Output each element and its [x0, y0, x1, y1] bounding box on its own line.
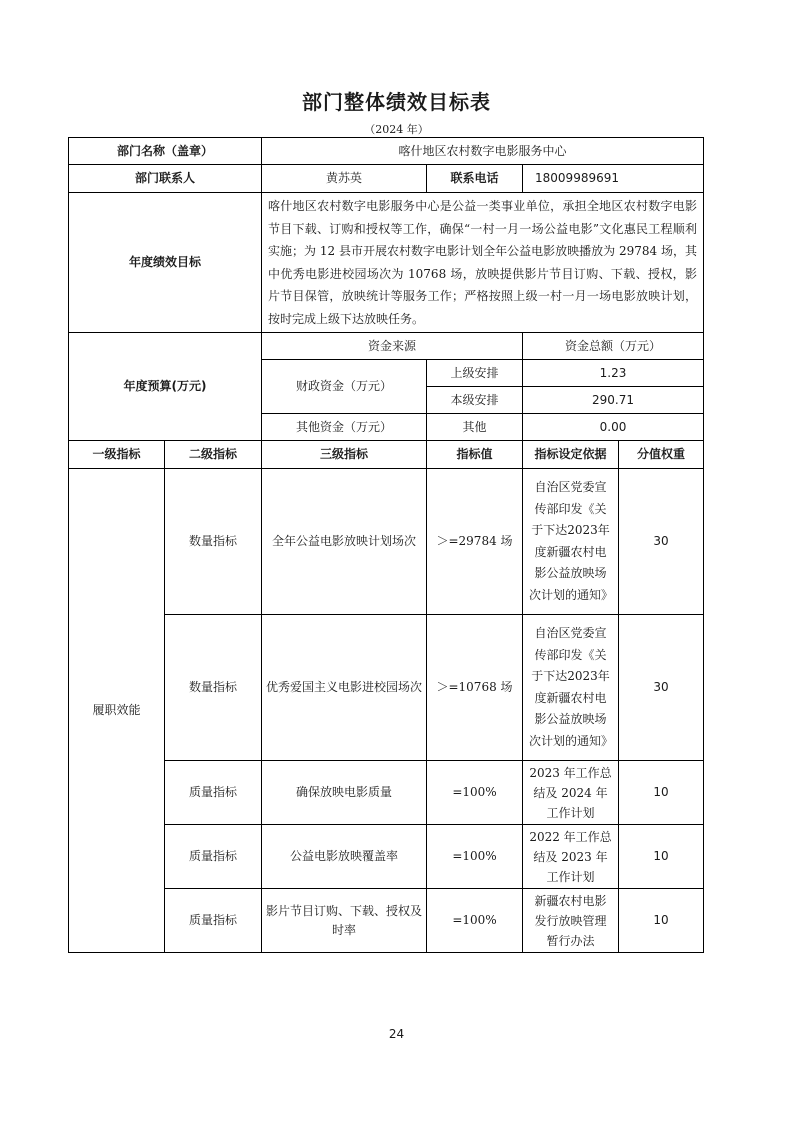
weight-cell: 30 — [619, 469, 704, 615]
basis-cell: 新疆农村电影发行放映管理暂行办法 — [523, 889, 619, 953]
contact-row — [69, 165, 704, 193]
value-header: 指标值 — [427, 441, 523, 469]
level3-cell: 影片节目订购、下载、授权及时率 — [262, 889, 427, 953]
contact-label: 部门联系人 — [69, 165, 262, 193]
level2-header: 二级指标 — [165, 441, 262, 469]
level3-cell: 优秀爱国主义电影进校园场次 — [262, 615, 427, 761]
local-allocation-value: 290.71 — [523, 387, 704, 414]
basis-header: 指标设定依据 — [523, 441, 619, 469]
local-allocation-label: 本级安排 — [427, 387, 523, 414]
phone-value: 18009989691 — [523, 165, 704, 193]
upper-allocation-label: 上级安排 — [427, 360, 523, 387]
indicator-value-cell: =100% — [427, 825, 523, 889]
weight-cell: 10 — [619, 825, 704, 889]
weight-header: 分值权重 — [619, 441, 704, 469]
indicator-row — [69, 825, 704, 889]
level3-header: 三级指标 — [262, 441, 427, 469]
level2-cell: 质量指标 — [165, 889, 262, 953]
other-sub-label: 其他 — [427, 414, 523, 441]
basis-cell: 自治区党委宣传部印发《关于下达2023年度新疆农村电影公益放映场次计划的通知》 — [523, 615, 619, 761]
performance-table — [68, 137, 704, 953]
indicator-value-cell: =100% — [427, 761, 523, 825]
document-title: 部门整体绩效目标表 — [302, 90, 491, 114]
level1-header: 一级指标 — [69, 441, 165, 469]
basis-cell: 自治区党委宣传部印发《关于下达2023年度新疆农村电影公益放映场次计划的通知》 — [523, 469, 619, 615]
indicator-row — [69, 469, 704, 615]
dept-name-value: 喀什地区农村数字电影服务中心 — [262, 138, 704, 165]
other-fund-label: 其他资金（万元） — [262, 414, 427, 441]
weight-cell: 10 — [619, 889, 704, 953]
indicator-value-cell: ＞=10768 场 — [427, 615, 523, 761]
level1-name: 履职效能 — [69, 469, 165, 953]
budget-label: 年度预算(万元) — [69, 333, 262, 441]
fund-total-header: 资金总额（万元） — [523, 333, 704, 360]
indicator-row — [69, 761, 704, 825]
goal-label: 年度绩效目标 — [69, 193, 262, 333]
level2-cell: 数量指标 — [165, 615, 262, 761]
level3-cell: 公益电影放映覆盖率 — [262, 825, 427, 889]
basis-cell: 2022 年工作总结及 2023 年工作计划 — [523, 825, 619, 889]
goal-text: 喀什地区农村数字电影服务中心是公益一类事业单位，承担全地区农村数字电影节目下载、订购和授权等工作，确保“一村一月一场公益电影”文化惠民工程顺利实施；为 12 县市开展农村数字电影计划全年公益电影放映播放为 29784 场，其中优秀电影进校园场次为 10768 场，放映提供影片节目订购、下载、授权，影片节目保管，放映统计等服务工作；严格按照上级一村一月一场电影放映计划，按时完成上级下达放映任务。 — [262, 193, 704, 333]
document-year: （2024 年） — [364, 123, 429, 136]
level2-cell: 质量指标 — [165, 825, 262, 889]
basis-cell: 2023 年工作总结及 2024 年工作计划 — [523, 761, 619, 825]
other-fund-value: 0.00 — [523, 414, 704, 441]
indicator-value-cell: ＞=29784 场 — [427, 469, 523, 615]
weight-cell: 10 — [619, 761, 704, 825]
fund-source-header: 资金来源 — [262, 333, 523, 360]
contact-value: 黄苏英 — [262, 165, 427, 193]
budget-header-row — [69, 333, 704, 360]
level3-cell: 确保放映电影质量 — [262, 761, 427, 825]
dept-name-label: 部门名称（盖章） — [69, 138, 262, 165]
indicator-header-row — [69, 441, 704, 469]
level2-cell: 数量指标 — [165, 469, 262, 615]
dept-name-row — [69, 138, 704, 165]
level2-cell: 质量指标 — [165, 761, 262, 825]
phone-label: 联系电话 — [427, 165, 523, 193]
weight-cell: 30 — [619, 615, 704, 761]
fiscal-fund-label: 财政资金（万元） — [262, 360, 427, 414]
level3-cell: 全年公益电影放映计划场次 — [262, 469, 427, 615]
page-number: 24 — [388, 1027, 405, 1041]
indicator-value-cell: =100% — [427, 889, 523, 953]
indicator-row — [69, 615, 704, 761]
goal-row — [69, 193, 704, 333]
indicator-row — [69, 889, 704, 953]
upper-allocation-value: 1.23 — [523, 360, 704, 387]
